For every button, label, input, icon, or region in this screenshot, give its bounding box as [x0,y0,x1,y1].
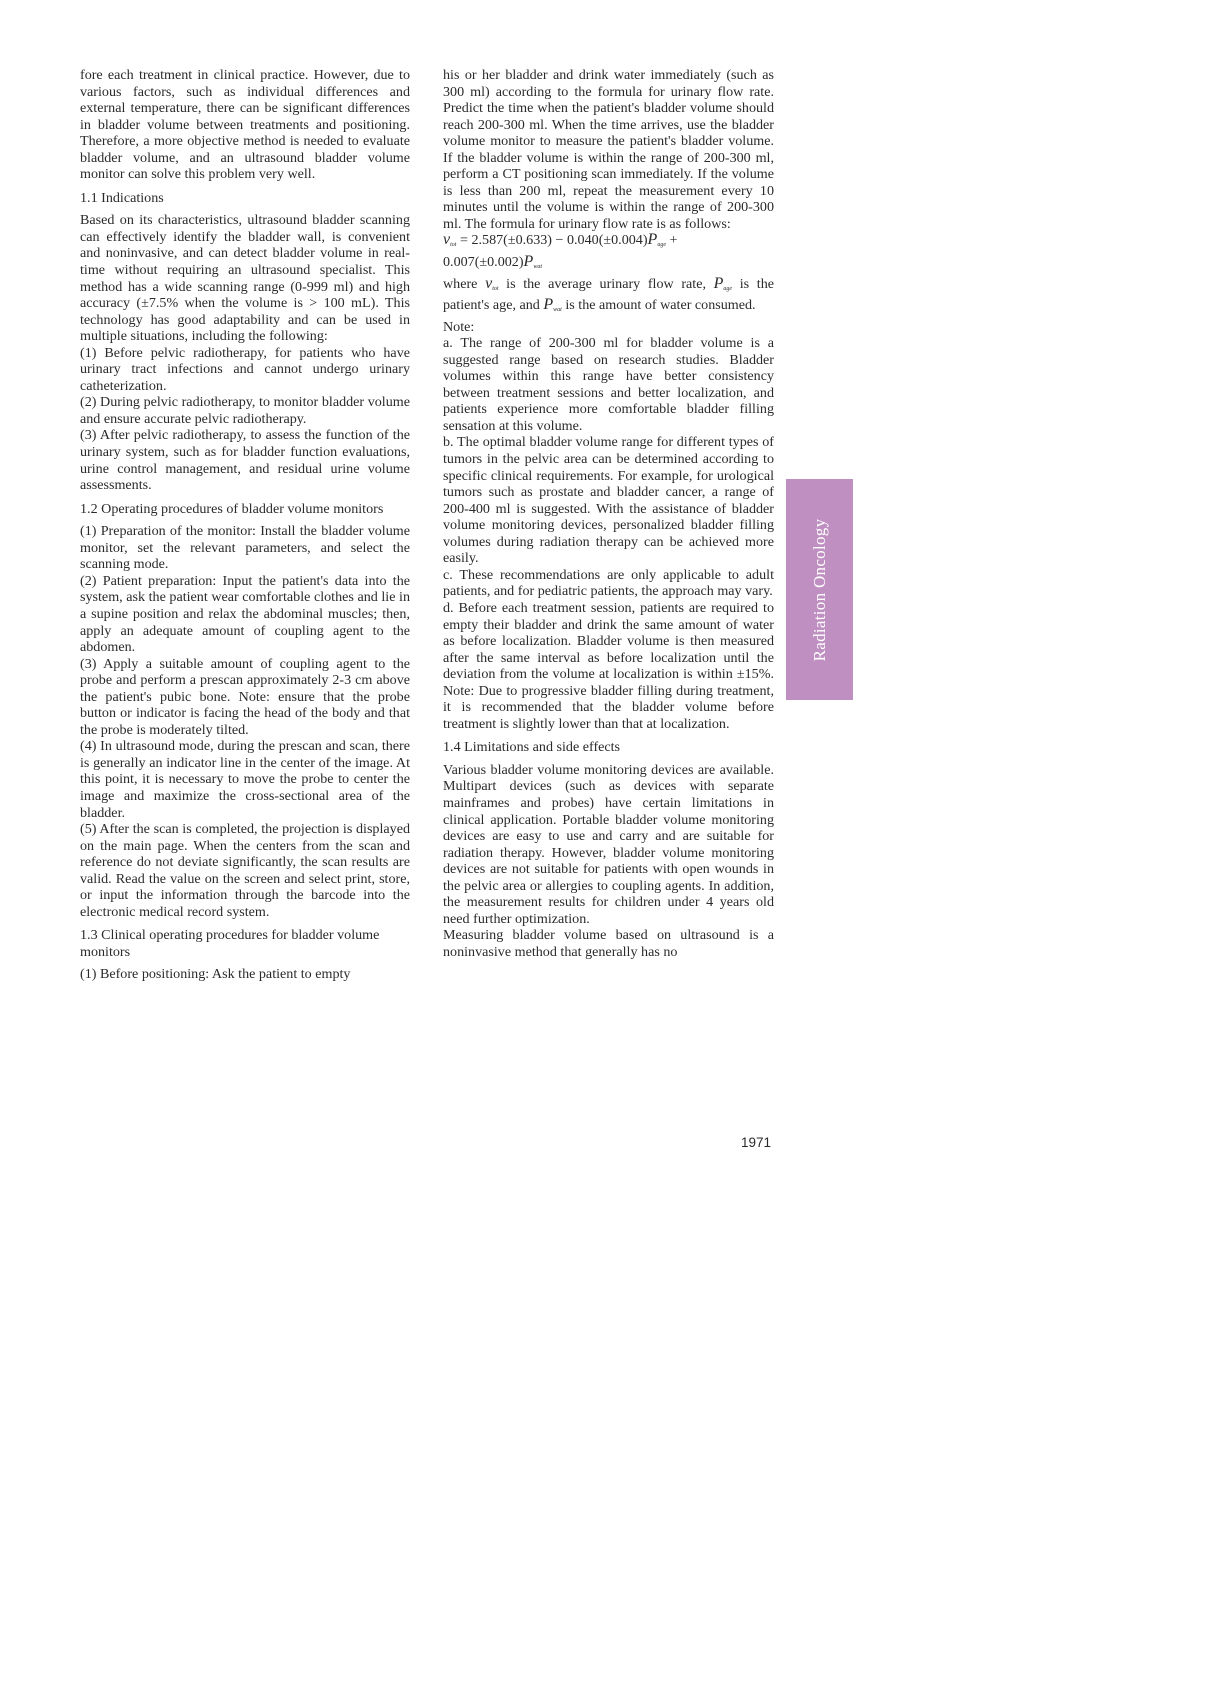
urinary-flow-formula: $v_{tot} = 2.587(\pm 0.633) - 0.040(\pm 0.004)P_{age}$ + $0.007(\pm 0.002)P_{wat}$ [443,231,678,271]
procedure-item: (3) Apply a suitable amount of coupling agent to the probe and perform a prescan approximately 2-3 cm above the patient's pubic bone. Note: ensure that the probe button or indicator is facing the head of the body and that the probe is moderately tilted. [80,655,410,738]
procedure-item: (4) In ultrasound mode, during the prescan and scan, there is generally an indicator line in the center of the image. At this point, it is necessary to move the probe to center the image and maximize the cross-sectional area of the bladder. [80,738,410,821]
section-1-1-heading: 1.1 Indications [80,189,164,206]
clinical-procedure-item: (1) Before positioning: Ask the patient to empty [80,966,351,983]
page-number: 1971 [741,1135,772,1150]
left-text-column [80,67,410,983]
section-1-1-paragraph: Based on its characteristics, ultrasound bladder scanning can effectively identify the bladder wall, is convenient and noninvasive, and can detect bladder volume in real-time without requiring an ultrasound specialist. This method has a wide scanning range (0-999 ml) and high accuracy (±7.5% when the volume is > 100 mL). This technology has good adaptability and can be used in multiple situations, including the following: [80,212,410,345]
limitations-paragraph: Measuring bladder volume based on ultrasound is a noninvasive method that generally has no [443,927,774,960]
indication-item: (1) Before pelvic radiotherapy, for patients who have urinary tract infections and cannot undergo urinary catheterization. [80,344,410,394]
section-1-4-heading: 1.4 Limitations and side effects [443,739,621,756]
note-label: Note: [443,318,475,335]
section-1-2-heading: 1.2 Operating procedures of bladder volume monitors [80,500,384,517]
limitations-paragraph: Various bladder volume monitoring devices are available. Multipart devices (such as devices with separate mainframes and probes) have certain limitations in clinical application. Portable bladder volume monitoring devices are easy to use and carry and are suitable for radiation therapy. However, bladder volume monitoring devices are not suitable for patients with open wounds in the pelvic area or allergies to coupling agents. In addition, the measurement results for children under 4 years old need further optimization. [443,761,774,927]
procedure-item: (5) After the scan is completed, the projection is displayed on the main page. When the centers from the scan and reference do not deviate significantly, the scan results are valid. Read the value on the screen and select print, store, or input the information through the barcode into the electronic medical record system. [80,821,410,920]
continuation-paragraph: his or her bladder and drink water immediately (such as 300 ml) according to the formula for urinary flow rate. Predict the time when the patient's bladder volume should reach 200-300 ml. When the time arrives, use the bladder volume monitor to measure the patient's bladder volume. If the bladder volume is within the range of 200-300 ml, perform a CT positioning scan immediately. If the volume is less than 200 ml, repeat the measurement every 10 minutes until the volume is within the range of 200-300 ml. The formula for urinary flow rate is as follows: [443,67,774,232]
indication-item: (2) During pelvic radiotherapy, to monitor bladder volume and ensure accurate pelvic radiotherapy. [80,394,410,427]
note-item: c. These recommendations are only applicable to adult patients, and for pediatric patients, the approach may vary. [443,566,774,600]
procedure-item: (2) Patient preparation: Input the patient's data into the system, ask the patient wear comfortable clothes and lie in a supine position and relax the abdominal muscles; then, apply an adequate amount of coupling agent to the abdomen. [80,572,410,656]
note-item: a. The range of 200-300 ml for bladder volume is a suggested range based on research studies. Bladder volumes within this range have better consistency between treatment sessions and better localization, and patients experience more comfortable bladder filling sensation at this volume. [443,335,774,434]
note-item: d. Before each treatment session, patients are required to empty their bladder and drink the same amount of water as before localization. Bladder volume is then measured after the same interval as before localization until the deviation from the volume at localization is within ±15%. Note: Due to progressive bladder filling during treatment, it is recommended that the bladder volume before treatment is slightly lower than that at localization. [443,599,774,732]
intro-paragraph: fore each treatment in clinical practice. However, due to various factors, such as individual differences and external temperature, there can be significant differences in bladder volume between treatments and positioning. Therefore, a more objective method is needed to evaluate bladder volume, and an ultrasound bladder volume monitor can solve this problem very well. [80,67,410,183]
right-text-column [443,67,774,960]
side-tab-label: Radiation Oncology [809,518,829,661]
formula-definitions: where $v_{tot}$ is the average urinary flow rate, $P_{age}$ is the patient's age, and $P_{wat}$ is the amount of water consumed. [443,274,774,314]
note-item: b. The optimal bladder volume range for different types of tumors in the pelvic area can be determined according to specific clinical requirements. For example, for urological tumors such as prostate and bladder cancer, a range of 200-400 ml is suggested. With the assistance of bladder volume monitoring devices, personalized bladder filling volumes during radiation therapy can be achieved more easily. [443,434,774,567]
section-side-tab [786,479,853,700]
indication-item: (3) After pelvic radiotherapy, to assess the function of the urinary system, such as for bladder function evaluations, urine control management, and residual urine volume assessments. [80,427,410,494]
section-1-3-heading: 1.3 Clinical operating procedures for bladder volume monitors [80,927,380,960]
procedure-item: (1) Preparation of the monitor: Install the bladder volume monitor, set the relevant parameters, and select the scanning mode. [80,523,410,573]
